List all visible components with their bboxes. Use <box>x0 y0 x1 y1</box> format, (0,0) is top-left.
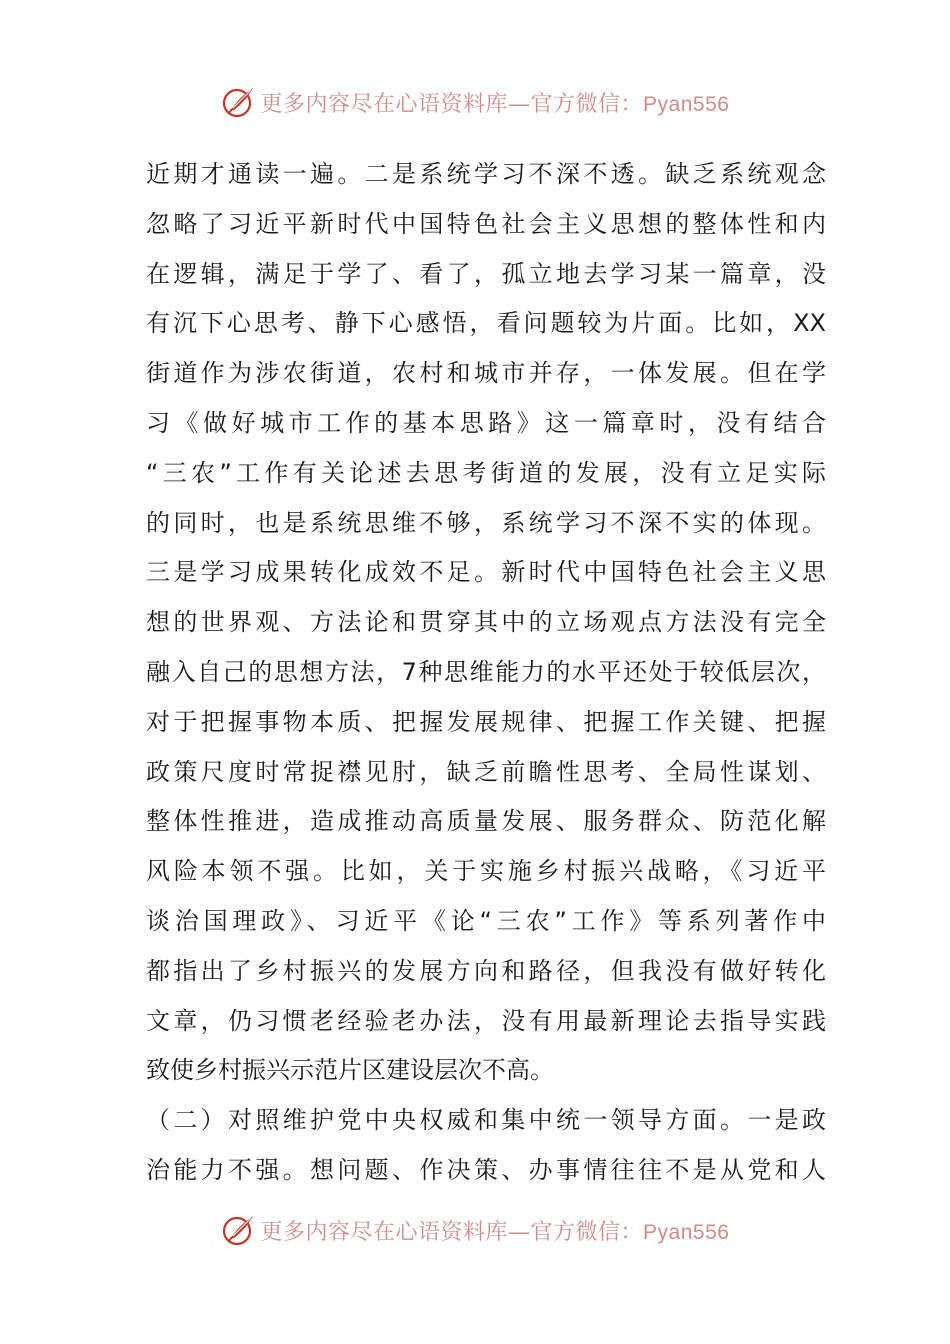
text-line: 三是学习成果转化成效不足。新时代中国特色社会主义思 <box>146 558 826 587</box>
section-heading-line: （二）对照维护党中央权威和集中统一领导方面。一是政 <box>146 1106 826 1135</box>
quill-pen-icon <box>221 1212 257 1248</box>
text-line: 对于把握事物本质、把握发展规律、把握工作关键、把握 <box>146 707 826 736</box>
text-line: 政策尺度时常捉襟见肘，缺乏前瞻性思考、全局性谋划、 <box>146 757 826 786</box>
text-line: 都指出了乡村振兴的发展方向和路径，但我没有做好转化 <box>146 956 826 985</box>
footer-watermark <box>0 1208 950 1252</box>
text-line: 谈治国理政》、习近平《论“三农”工作》等系列著作中 <box>146 906 826 935</box>
text-line: 治能力不强。想问题、作决策、办事情往往不是从党和人 <box>146 1155 826 1184</box>
wechat-id: Pyan556 <box>643 1220 730 1244</box>
text-line: 忽略了习近平新时代中国特色社会主义思想的整体性和内 <box>146 209 826 238</box>
wechat-id: Pyan556 <box>643 92 730 116</box>
text-line: 融入自己的思想方法，7种思维能力的水平还处于较低层次， <box>146 657 826 686</box>
text-line: 致使乡村振兴示范片区建设层次不高。 <box>146 1056 554 1085</box>
text-line: 习《做好城市工作的基本思路》这一篇章时，没有结合 <box>146 408 826 437</box>
header-watermark <box>0 80 950 124</box>
text-line: 有沉下心思考、静下心感悟，看问题较为片面。比如，XX <box>146 309 826 338</box>
text-line: 的同时，也是系统思维不够，系统学习不深不实的体现。 <box>146 508 826 537</box>
text-line: 近期才通读一遍。二是系统学习不深不透。缺乏系统观念 <box>146 160 826 188</box>
watermark-slogan: 更多内容尽在心语资料库—官方微信：Pyan556 <box>260 1219 730 1245</box>
text-line: 整体性推进，造成推动高质量发展、服务群众、防范化解 <box>146 807 826 836</box>
text-line: 文章，仍习惯老经验老办法，没有用最新理论去指导实践 <box>146 1006 826 1035</box>
text-line: 街道作为涉农街道，农村和城市并存，一体发展。但在学 <box>146 359 826 388</box>
text-line: 风险本领不强。比如，关于实施乡村振兴战略，《习近平 <box>146 857 826 886</box>
watermark-slogan: 更多内容尽在心语资料库—官方微信：Pyan556 <box>260 91 730 117</box>
quill-pen-icon <box>221 84 257 120</box>
text-line: 想的世界观、方法论和贯穿其中的立场观点方法没有完全 <box>146 608 826 637</box>
document-body <box>146 150 826 1196</box>
text-line: “三农”工作有关论述去思考街道的发展，没有立足实际 <box>146 458 826 487</box>
text-line: 在逻辑，满足于学了、看了，孤立地去学习某一篇章，没 <box>146 259 826 288</box>
